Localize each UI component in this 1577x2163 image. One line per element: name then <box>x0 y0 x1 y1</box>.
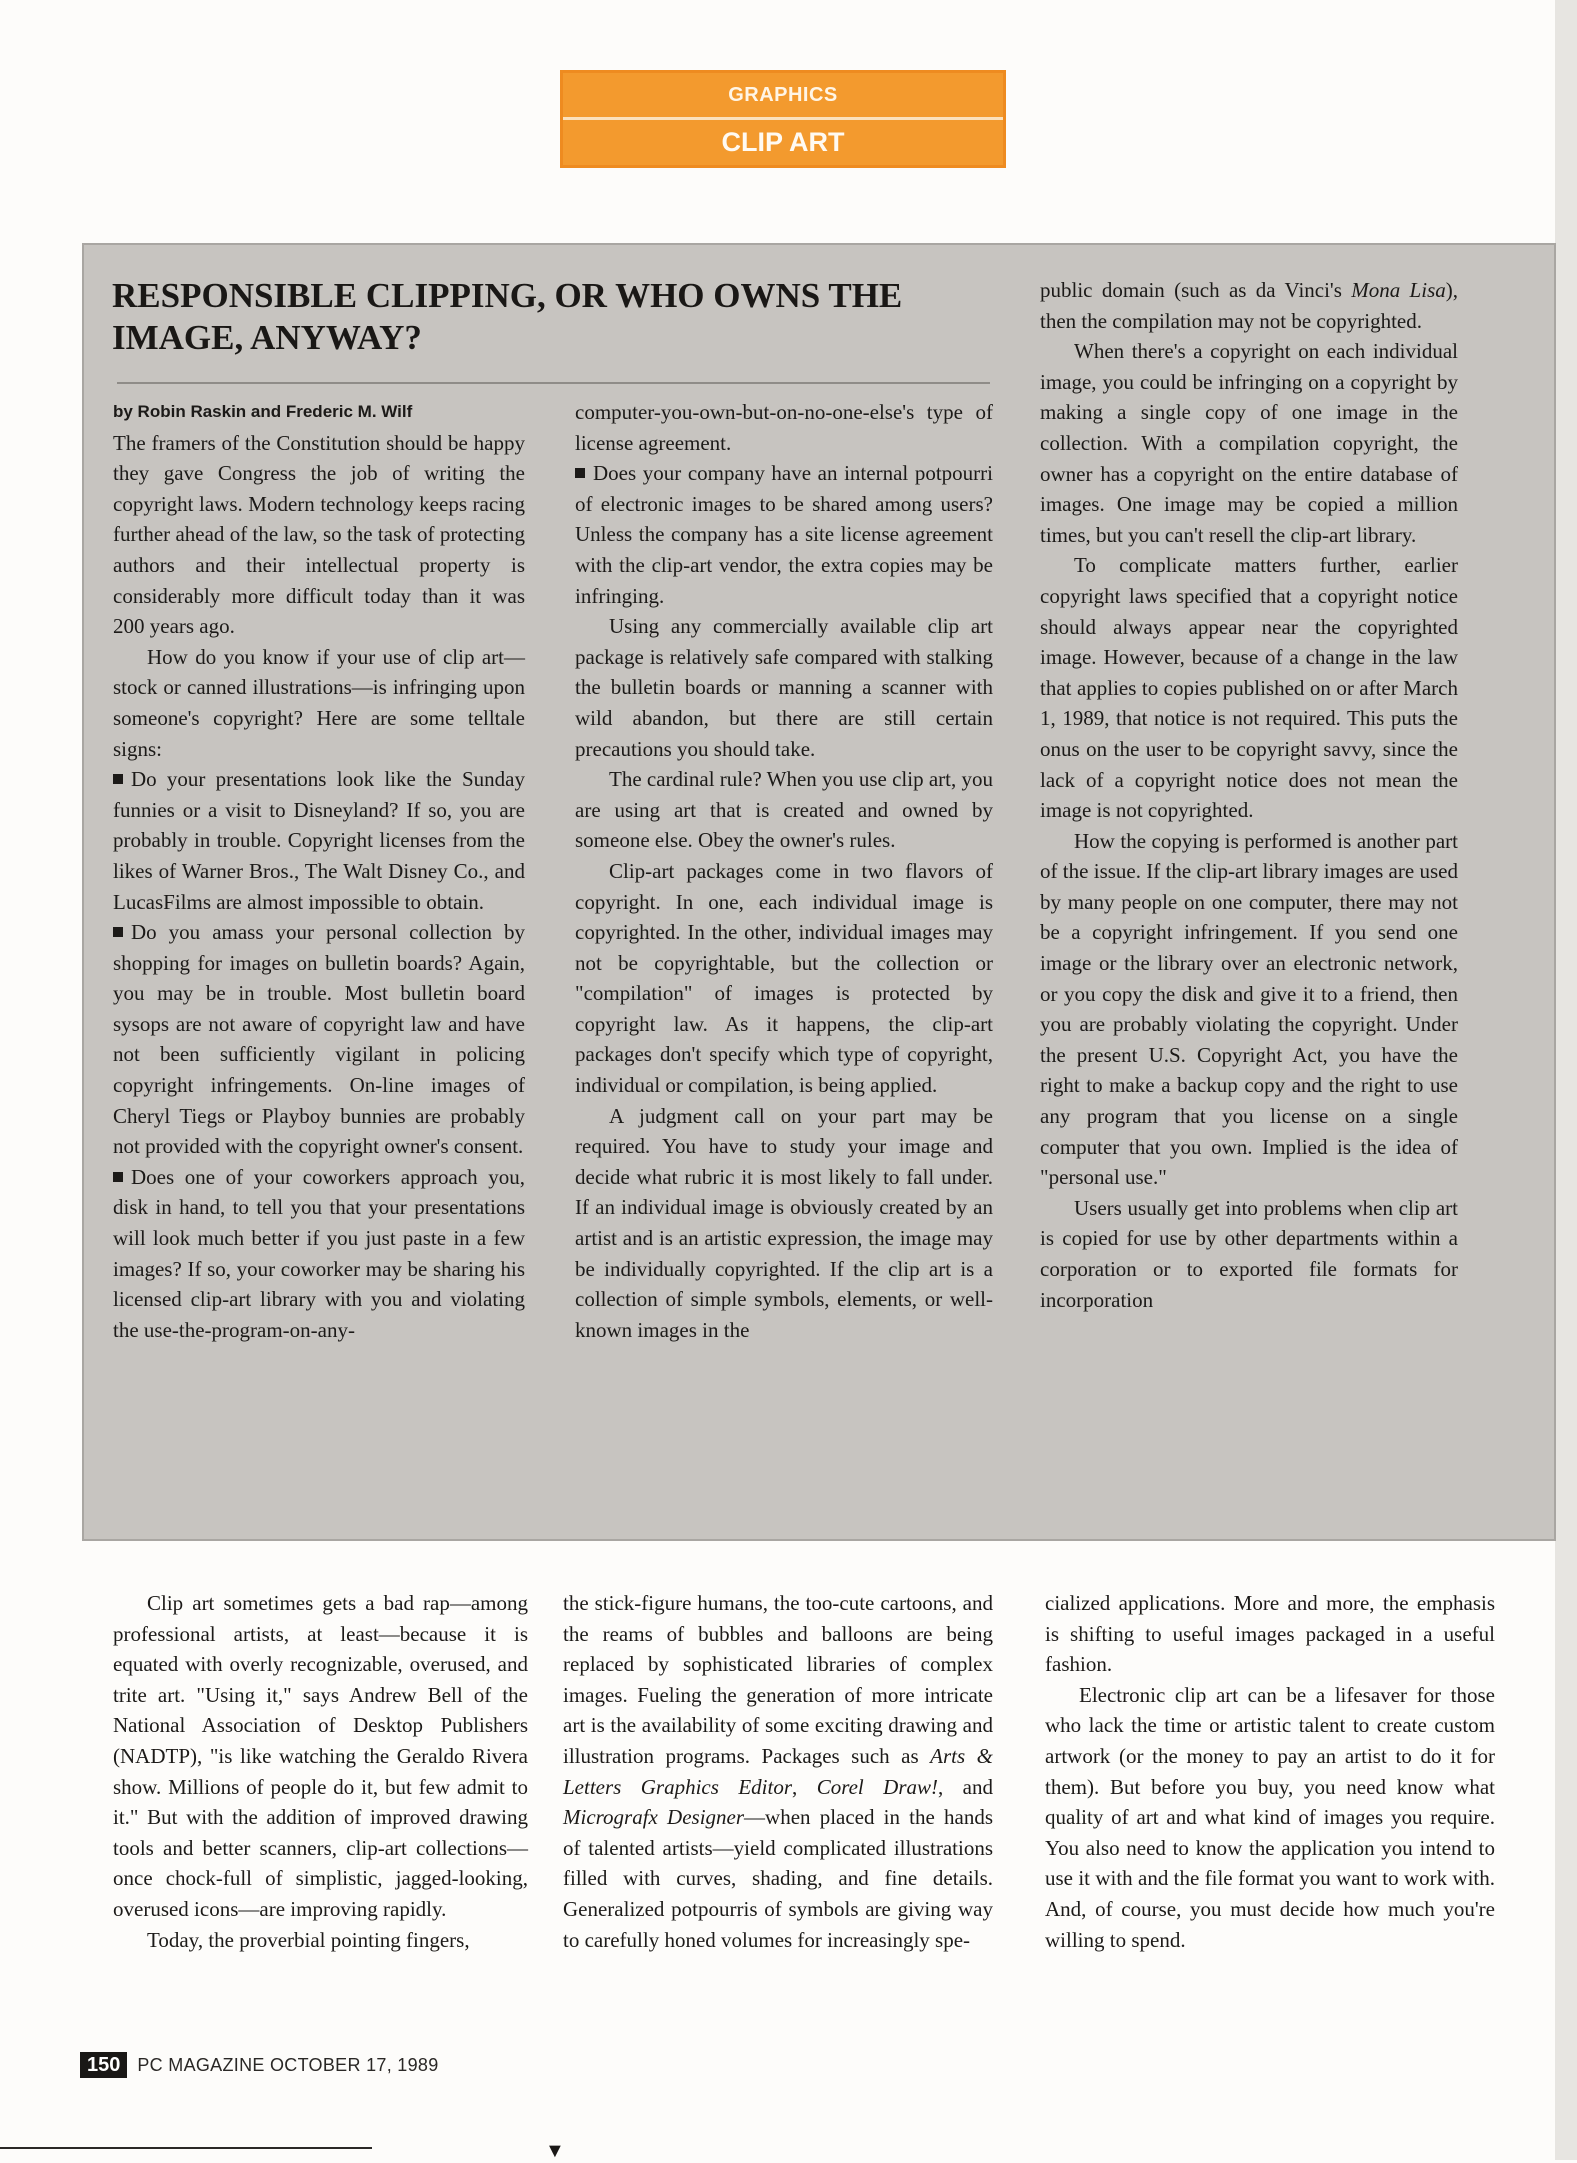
bullet-icon <box>113 927 123 937</box>
down-arrow-icon: ▼ <box>545 2140 565 2162</box>
page-footer <box>80 2052 439 2078</box>
sidebar-title: RESPONSIBLE CLIPPING, OR WHO OWNS THE IMAGE, ANYWAY? <box>112 276 903 357</box>
paragraph: How do you know if your use of clip art—stock or canned illustrations—is infringing upon someone's copyright? Here are some telltale signs: <box>113 644 525 761</box>
bullet-icon <box>113 1172 123 1182</box>
article-column-1 <box>113 1588 528 1955</box>
sidebar-column-3 <box>1040 275 1458 1315</box>
paragraph: Using any commercially available clip art package is relatively safe compared with stalking the bulletin boards or manning a scanner with wild abandon, but there are still certain precautions you should take. <box>575 614 993 761</box>
section-label: GRAPHICS <box>563 73 1003 120</box>
paragraph: cialized applications. More and more, the emphasis is shifting to useful images packaged in a useful fashion. <box>1045 1591 1495 1677</box>
sidebar-column-2 <box>575 397 993 1345</box>
bullet-item: Does your company have an internal potpourri of electronic images to be shared among users? Unless the company has a site license agreement with the clip-art vendor, the extra copies may be infringing. <box>575 461 993 608</box>
paragraph: Today, the proverbial pointing fingers, <box>147 1927 470 1952</box>
bullet-icon <box>575 468 585 478</box>
paragraph: The framers of the Constitution should be happy they gave Congress the job of writing the copyright laws. Modern technology keeps racing further ahead of the law, so the task of protecting authors and their intellectual property is considerably more difficult today than it was 200 years ago. <box>113 430 525 639</box>
paragraph: Electronic clip art can be a lifesaver for those who lack the time or artistic talent to create custom artwork (or the money to pay an artist to do it for them). But before you buy, you need know what quality of art and what kind of images you require. You also need to know the application you intend to use it with and the file format you want to work with. And, of course, you must decide how much you're willing to spend. <box>1045 1682 1495 1952</box>
bullet-icon <box>113 774 123 784</box>
footer-rule <box>0 2147 372 2149</box>
page-edge <box>1555 0 1577 2160</box>
paragraph: computer-you-own-but-on-no-one-else's type of license agreement. <box>575 400 993 455</box>
bullet-item: Do you amass your personal collection by shopping for images on bulletin boards? Again, you may be in trouble. Most bulletin board sysops are not aware of copyright law and have not been sufficiently vigilant in policing copyright infringements. On-line images of Cheryl Tiegs or Playboy bunnies are probably not provided with the copyright owner's consent. <box>113 920 525 1159</box>
publication-info: PC MAGAZINE OCTOBER 17, 1989 <box>137 2054 439 2075</box>
paragraph: public domain (such as da Vinci's Mona Lisa), then the compilation may not be copyrighted. <box>1040 278 1458 333</box>
paragraph: A judgment call on your part may be required. You have to study your image and decide what rubric it is most likely to fall under. If an individual image is obviously created by an artist and is an artistic expression, the image may be individually copyrighted. If the clip art is a collection of simple symbols, elements, or well-known images in the <box>575 1103 993 1342</box>
page-number: 150 <box>80 2052 127 2078</box>
article-column-3 <box>1045 1588 1495 1955</box>
section-header <box>560 70 1006 168</box>
paragraph: Clip art sometimes gets a bad rap—among professional artists, at least—because it is equated with overly recognizable, overused, and trite art. "Using it," says Andrew Bell of the National Association of Desktop Publishers (NADTP), "is like watching the Geraldo Rivera show. Millions of people do it, but few admit to it." But with the addition of improved drawing tools and better scanners, clip-art collections—once chock-full of simplistic, jagged-looking, overused icons—are improving rapidly. <box>113 1591 528 1921</box>
article-column-2 <box>563 1588 993 1955</box>
paragraph: To complicate matters further, earlier copyright laws specified that a copyright notice should always appear near the copyrighted image. However, because of a change in the law that applies to copies published on or after March 1, 1989, that notice is not required. This puts the onus on the user to be copyright savvy, since the lack of a copyright notice does not mean the image is not copyrighted. <box>1040 553 1458 823</box>
paragraph: How the copying is performed is another part of the issue. If the clip-art library images are used by many people on one computer, there may not be a copyright infringement. If you send one image or the library over an electronic network, or you copy the disk and give it to a friend, then you are probably violating the copyright. Under the present U.S. Copyright Act, you have the right to make a backup copy and the right to use any program that you license on a single computer that you own. Implied is the idea of "personal use." <box>1040 828 1458 1190</box>
bullet-item: Does one of your coworkers approach you, disk in hand, to tell you that your presentations will look much better if you just paste in a few images? If so, your coworker may be sharing his licensed clip-art library with you and violating the use-the-program-on-any- <box>113 1164 525 1342</box>
bullet-item: Do your presentations look like the Sunday funnies or a visit to Disneyland? If so, you are probably in trouble. Copyright licenses from the likes of Warner Bros., The Walt Disney Co., and LucasFilms are almost impossible to obtain. <box>113 767 525 914</box>
title-divider <box>117 382 990 384</box>
byline: by Robin Raskin and Frederic M. Wilf <box>113 402 413 421</box>
subsection-label: CLIP ART <box>721 127 845 157</box>
paragraph: Clip-art packages come in two flavors of copyright. In one, each individual image is copyrighted. In the other, individual images may not be copyrightable, but the collection or "compilation" of images is protected by copyright law. As it happens, the clip-art packages don't specify which type of copyright, individual or compilation, is being applied. <box>575 858 993 1098</box>
paragraph: the stick-figure humans, the too-cute cartoons, and the reams of bubbles and balloons are being replaced by sophisticated libraries of complex images. Fueling the generation of more intricate art is the availability of some exciting drawing and illustration programs. Packages such as Arts & Letters Graphics Editor, Corel Draw!, and Micrografx Designer—when placed in the hands of talented artists—yield complicated illustrations filled with curves, shading, and fine details. Generalized potpourris of symbols are giving way to carefully honed volumes for increasingly spe- <box>563 1591 993 1952</box>
sidebar-column-1 <box>113 397 525 1345</box>
paragraph: The cardinal rule? When you use clip art, you are using art that is created and owned by someone else. Obey the owner's rules. <box>575 767 993 853</box>
paragraph: Users usually get into problems when clip art is copied for use by other departments within a corporation or to exported file formats for incorporation <box>1040 1195 1458 1312</box>
paragraph: When there's a copyright on each individual image, you could be infringing on a copyright by making a single copy of one image in the collection. With a compilation copyright, the owner has a copyright on the entire database of images. One image may be copied a million times, but you can't resell the clip-art library. <box>1040 339 1458 547</box>
